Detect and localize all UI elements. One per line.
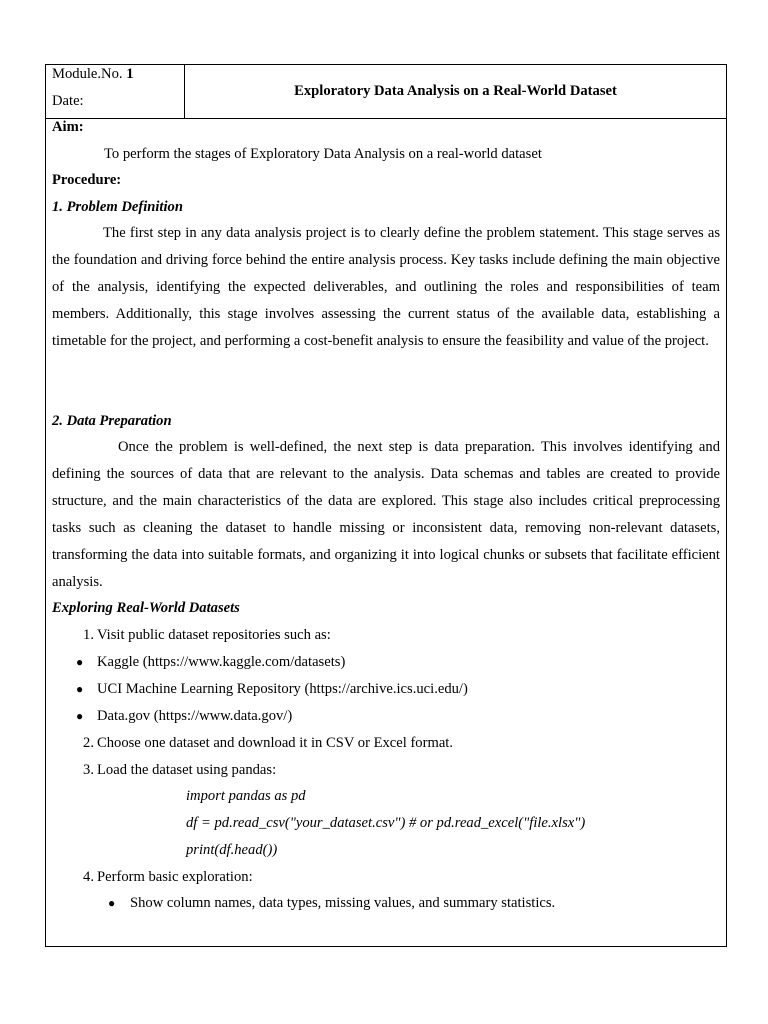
bullet-icon: ● — [76, 655, 84, 669]
step3-number: 3. — [83, 762, 94, 778]
step4-text: Perform basic exploration: — [97, 869, 253, 885]
aim-text: To perform the stages of Exploratory Data Analysis on a real-world dataset — [104, 146, 542, 162]
document-title: Exploratory Data Analysis on a Real-World Dataset — [294, 83, 617, 99]
section1-paragraph: The first step in any data analysis project is to clearly define the problem statement. This stage serves as the foundation and driving force behind the entire analysis process. Key tasks include defining the main objective of the analysis, identifying the expected deliverables, and outlining the roles and responsibilities of team members. Additionally, this stage involves assessing the current status of the available data, establishing a timetable for the project, and performing a cost-benefit analysis to ensure the feasibility and value of the project. — [52, 225, 720, 349]
section2-heading: 2. Data Preparation — [52, 413, 172, 429]
code-line-3: print(df.head()) — [186, 842, 278, 858]
aim-heading: Aim: — [52, 119, 84, 135]
module-line — [52, 66, 134, 83]
procedure-heading: Procedure: — [52, 172, 122, 188]
section2-paragraph: Once the problem is well-defined, the next step is data preparation. This involves identifying and defining the sources of data that are relevant to the analysis. Data schemas and tables are created to provide structure, and the main characteristics of the data are explored. This stage also includes critical preprocessing tasks such as cleaning the dataset to handle missing or inconsistent data, removing non-relevant datasets, transforming the data into suitable formats, and organizing it into logical chunks or subsets that facilitate efficient analysis. — [52, 439, 720, 590]
repo-item-kaggle: Kaggle (https://www.kaggle.com/datasets) — [97, 654, 346, 670]
document-frame — [45, 64, 727, 947]
step1-text: Visit public dataset repositories such as: — [97, 627, 331, 643]
bullet-icon: ● — [76, 709, 84, 723]
repo-item-uci: UCI Machine Learning Repository (https://archive.ics.uci.edu/) — [97, 681, 468, 697]
repo-item-datagov: Data.gov (https://www.data.gov/) — [97, 708, 293, 724]
module-number: 1 — [126, 66, 134, 82]
header-meta-cell — [46, 65, 185, 118]
sub-bullet-text: Show column names, data types, missing values, and summary statistics. — [130, 895, 556, 911]
step2-text: Choose one dataset and download it in CSV or Excel format. — [97, 735, 453, 751]
module-label: Module.No. — [52, 66, 123, 82]
step3-text: Load the dataset using pandas: — [97, 762, 277, 778]
step2-number: 2. — [83, 735, 94, 751]
step4-number: 4. — [83, 869, 94, 885]
code-line-1: import pandas as pd — [186, 788, 306, 804]
code-line-2: df = pd.read_csv("your_dataset.csv") # or pd.read_excel("file.xlsx") — [186, 815, 586, 831]
step1-number: 1. — [83, 627, 94, 643]
bullet-icon: ● — [76, 682, 84, 696]
section1-heading: 1. Problem Definition — [52, 199, 183, 215]
date-label: Date: — [52, 93, 84, 109]
bullet-icon: ● — [108, 896, 116, 910]
header-row — [46, 65, 726, 119]
exploring-heading: Exploring Real-World Datasets — [52, 600, 240, 616]
